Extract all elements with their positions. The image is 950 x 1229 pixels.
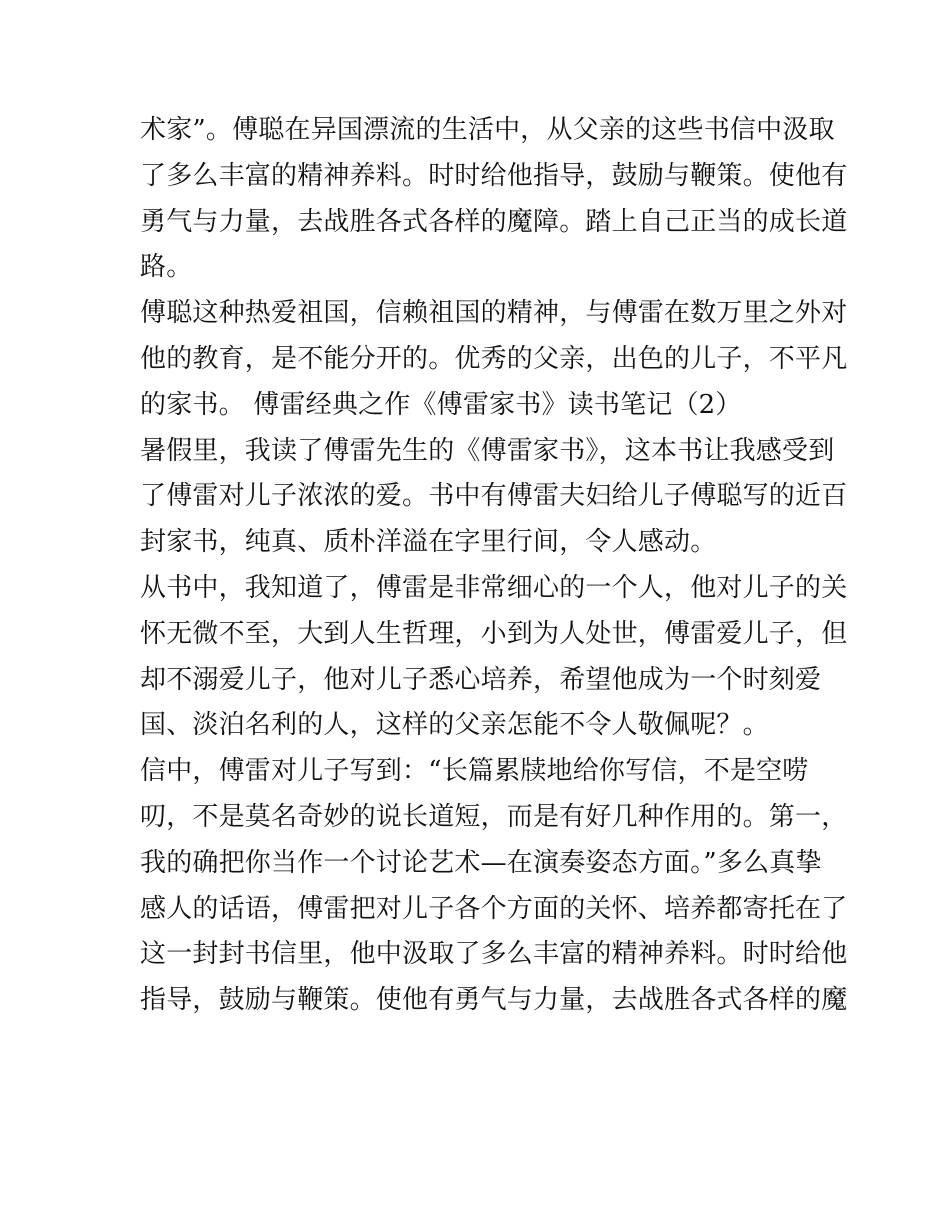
text-line: 路。: [140, 252, 193, 283]
text-line: 怀无微不至，大到人生哲理，小到为人处世，傅雷爱儿子，但: [140, 618, 848, 649]
text-line: 国、淡泊名利的人，这样的父亲怎能不令人敬佩呢？。: [140, 710, 769, 741]
text-line: 感人的话语，傅雷把对儿子各个方面的关怀、培养都寄托在了: [140, 893, 848, 924]
text-line: 封家书，纯真、质朴洋溢在字里行间，令人感动。: [140, 527, 717, 558]
text-line: 勇气与力量，去战胜各式各样的魔障。踏上自己正当的成长道: [140, 206, 848, 237]
body-text: [140, 108, 848, 1024]
text-line: 却不溺爱儿子，他对儿子悉心培养，希望他成为一个时刻爱: [140, 664, 822, 695]
text-line: 了多么丰富的精神养料。时时给他指导，鼓励与鞭策。使他有: [140, 160, 848, 191]
text-line: 术家”。傅聪在异国漂流的生活中，从父亲的这些书信中汲取: [140, 115, 835, 145]
text-line: 叨，不是莫名奇妙的说长道短，而是有好几种作用的。第一，: [140, 801, 848, 832]
text-line: 从书中，我知道了，傅雷是非常细心的一个人，他对儿子的关: [140, 572, 848, 603]
text-line: 我的确把你当作一个讨论艺术—在演奏姿态方面。”多么真挚: [140, 847, 822, 878]
text-line: 他的教育，是不能分开的。优秀的父亲，出色的儿子，不平凡: [140, 343, 848, 374]
text-line: 暑假里，我读了傅雷先生的《傅雷家书》，这本书让我感受到: [140, 435, 835, 466]
text-line: 了傅雷对儿子浓浓的爱。书中有傅雷夫妇给儿子傅聪写的近百: [140, 481, 848, 512]
text-line: 的家书。 傅雷经典之作《傅雷家书》读书笔记（2）: [140, 389, 742, 420]
text-line: 傅聪这种热爱祖国，信赖祖国的精神，与傅雷在数万里之外对: [140, 298, 848, 329]
text-line: 这一封封书信里，他中汲取了多么丰富的精神养料。时时给他: [140, 939, 848, 970]
text-line: 信中，傅雷对儿子写到：“长篇累牍地给你写信，不是空唠: [140, 756, 809, 787]
text-line: 指导，鼓励与鞭策。使他有勇气与力量，去战胜各式各样的魔: [140, 985, 848, 1016]
